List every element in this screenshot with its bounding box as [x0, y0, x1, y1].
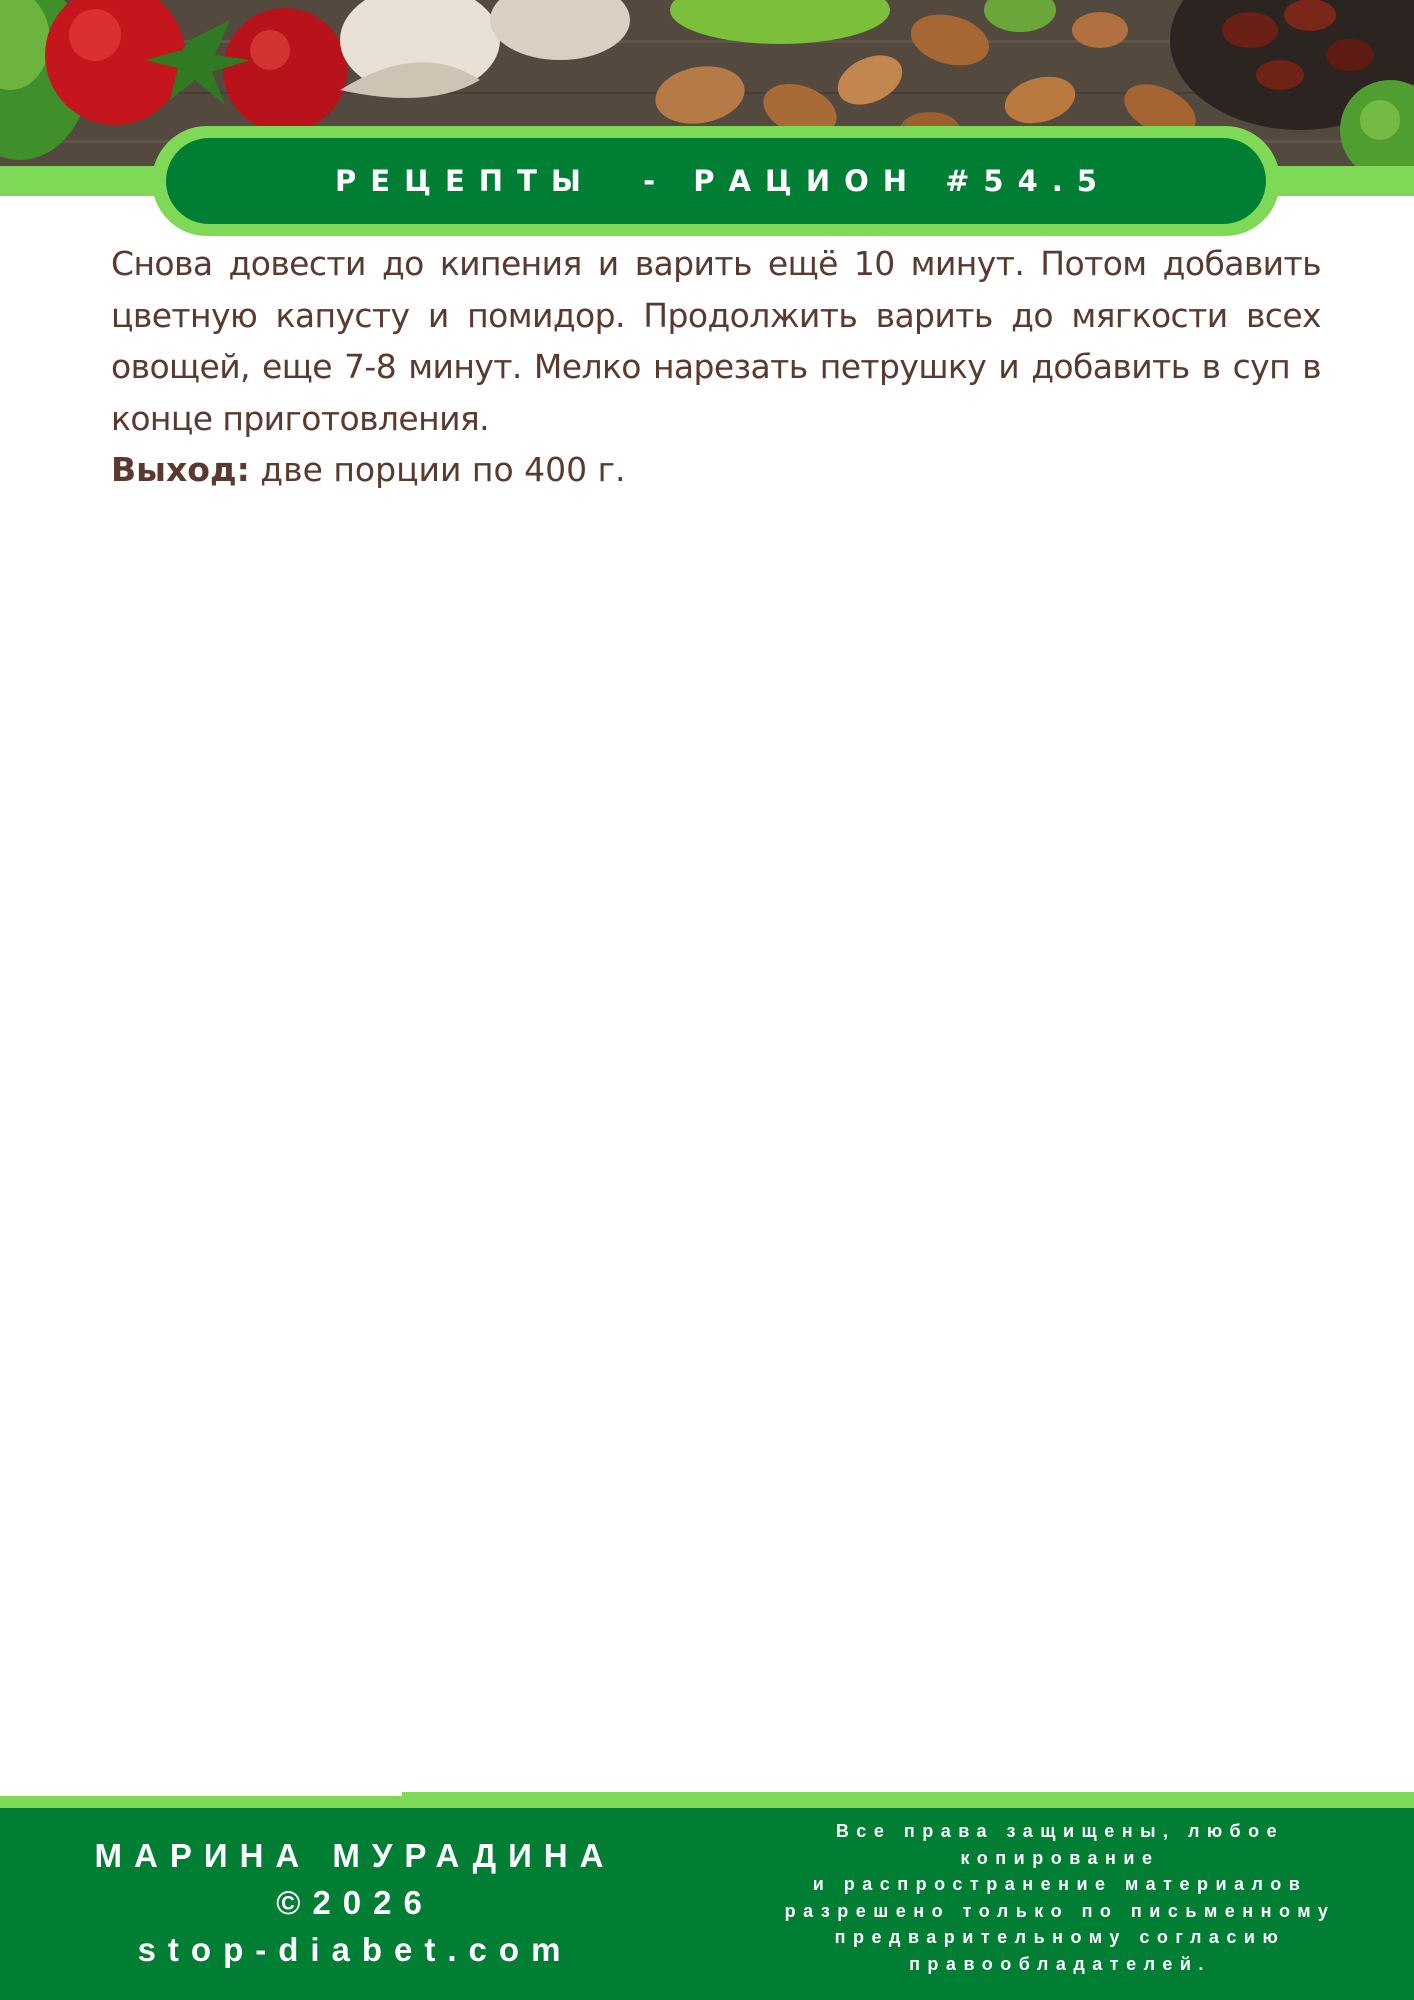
- footer-author-block: [30, 1832, 680, 1973]
- website-link[interactable]: stop-diabet.com: [137, 1931, 573, 1968]
- rights-line: Все права защищены, любое: [835, 1821, 1285, 1841]
- yield-label: Выход:: [111, 450, 250, 489]
- rights-line: копирование: [960, 1847, 1160, 1868]
- title-banner: [166, 138, 1266, 224]
- rights-line: правообладателей.: [909, 1953, 1211, 1974]
- rights-line: и распространение материалов: [812, 1874, 1308, 1894]
- recipe-step-paragraph: Снова довести до кипения и варить ещё 10 минут. Потом добавить цветную капусту и помидор. Продолжить варить до мягкости всех овощей, еще 7-8 минут. Мелко нарезать петрушку и добавить в суп в конце приготовления.: [111, 244, 1321, 438]
- copyright-year: ©2026: [276, 1884, 434, 1921]
- yield-value: две порции по 400 г.: [249, 450, 626, 489]
- rights-line: разрешено только по письменному: [784, 1900, 1336, 1921]
- recipe-yield: [111, 444, 1321, 496]
- page-title: РЕЦЕПТЫ - РАЦИОН #54.5: [335, 164, 1111, 198]
- rights-line: предварительному согласию: [834, 1927, 1286, 1947]
- author-name: МАРИНА МУРАДИНА: [94, 1837, 616, 1874]
- footer-rights-notice: [740, 1818, 1380, 1977]
- recipe-content: [111, 238, 1321, 496]
